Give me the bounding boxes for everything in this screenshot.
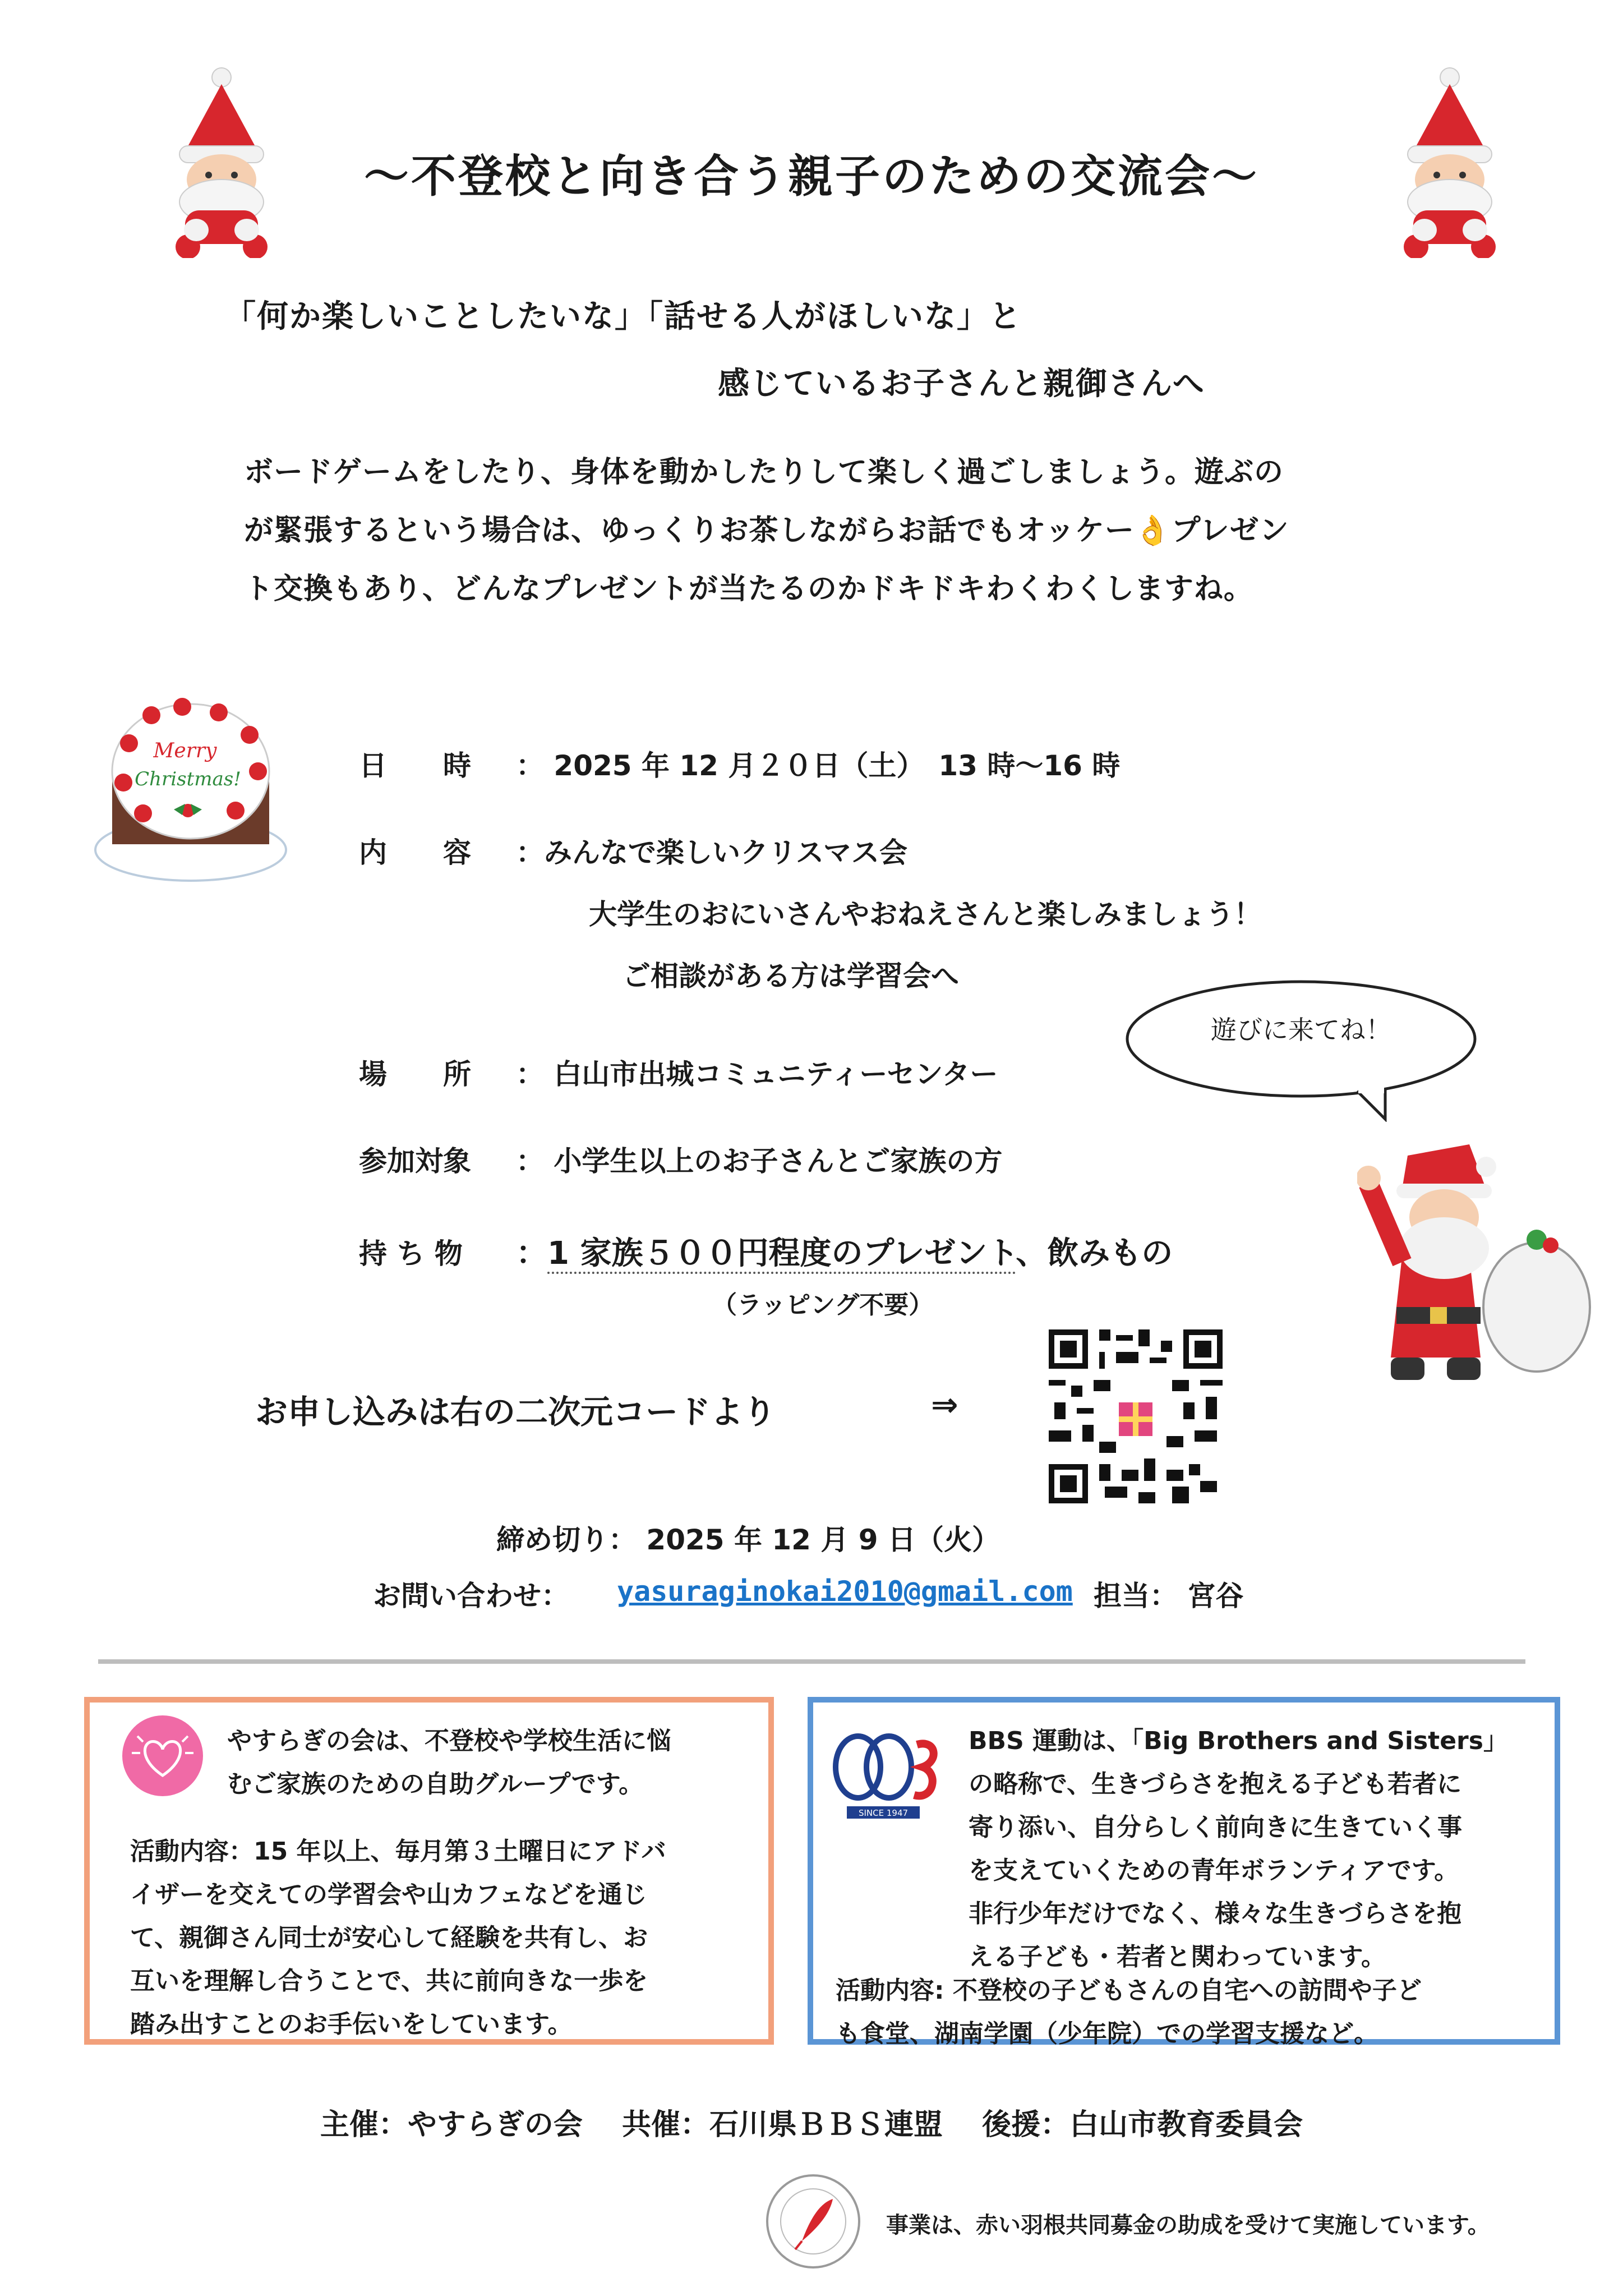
divider [98,1659,1525,1664]
bring-label: 持 ち 物 [359,1237,463,1270]
bring-prefix: ： [516,1235,547,1272]
content-value-3: ご相談がある方は学習会へ [623,960,959,992]
bring-main: 1 家族５００円程度のプレゼント [547,1235,1016,1274]
footer-note: 事業は、赤い羽根共同募金の助成を受けて実施しています。 [886,2212,1490,2238]
bbs-logo-icon [824,1722,953,1823]
deadline: 締め切り： 2025 年 12 月 9 日（火） [496,1524,1000,1556]
yasuragi-line-1: やすらぎの会は、不登校や学校生活に悩 [227,1727,671,1755]
yasuragi-activity-4: 互いを理解し合うことで、共に前向きな一歩を [130,1967,648,1995]
apply-text: お申し込みは右の二次元コードより [255,1393,776,1431]
bbs-activity-1: 活動内容: 不登校の子どもさんの自宅への訪問や子ど [836,1976,1422,2005]
content-value-1: ：みんなで楽しいクリスマス会 [516,836,907,869]
place-label: 場 所 [359,1058,471,1091]
cake-christmas-text: Christmas! [135,768,241,790]
yasuragi-line-2: むご家族のための自助グループです。 [227,1770,644,1798]
apply-arrow: ⇒ [931,1386,958,1424]
bbs-logo-since: SINCE 1947 [858,1808,909,1818]
qr-code[interactable] [1049,1329,1223,1503]
sponsors: 主催：やすらぎの会 共催：石川県ＢＢＳ連盟 後援：白山市教育委員会 [320,2108,1303,2142]
heart-logo-icon [121,1714,205,1798]
yasuragi-activity-5: 踏み出すことのお手伝いをしています。 [130,2010,573,2039]
christmas-cake-icon [90,682,292,884]
bring-value [516,1228,1173,1273]
speech-bubble-text: 遊びに来てね！ [1211,1015,1391,1045]
content-value-2: 大学生のおにいさんやおねえさんと楽しみましょう！ [589,898,1262,931]
bring-suffix: 、飲みもの [1016,1235,1173,1272]
bbs-activity-2: も食堂、湖南学園（少年院）での学習支援など。 [836,2019,1378,2048]
content-label: 内 容 [359,836,471,869]
red-feather-seal-icon [763,2171,864,2272]
speech-bubble-shape [1122,976,1486,1122]
date-value: ： 2025 年 12 月２０日（土） 13 時〜16 時 [516,749,1121,782]
bring-note: （ラッピング不要） [712,1291,934,1319]
page-title: 〜不登校と向き合う親子のための交流会〜 [364,150,1259,203]
contact-email-link[interactable]: yasuraginokai2010@gmail.com [617,1575,1073,1608]
bbs-line-2: の略称で、生きづらさを抱える子ども若者に [969,1770,1462,1798]
bbs-line-5: 非行少年だけでなく、様々な生きづらさを抱 [969,1899,1462,1928]
yasuragi-activity-3: て、親御さん同士が安心して経験を共有し、お [130,1924,648,1952]
target-label: 参加対象 [359,1145,471,1177]
place-value: ： 白山市出城コミュニティーセンター [516,1058,998,1091]
bbs-line-1: BBS 運動は、「Big Brothers and Sisters」 [969,1727,1508,1755]
bbs-line-4: を支えていくための青年ボランティアです。 [969,1856,1459,1885]
description-line-3: ト交換もあり、どんなプレゼントが当たるのかドキドキわくわくしますね。 [244,572,1253,606]
contact-person: 担当： 宮谷 [1094,1580,1244,1612]
cake-merry-text: Merry [153,739,217,762]
yasuragi-activity-2: イザーを交えての学習会や山カフェなどを通じ [130,1880,647,1909]
bbs-line-3: 寄り添い、自分らしく前向きに生きていく事 [969,1813,1462,1842]
description-line-2: が緊張するという場合は、ゆっくりお茶しながらお話でもオッケー👌プレゼン [244,514,1289,547]
intro-line-2: 感じているお子さんと親御さんへ [718,366,1205,402]
date-label: 日 時 [359,749,471,782]
contact-label: お問い合わせ： [373,1580,569,1612]
target-value: ： 小学生以上のお子さんとご家族の方 [516,1145,1003,1177]
intro-line-1: 「何か楽しいことしたいな」「話せる人がほしいな」と [224,298,1022,335]
description-line-1: ボードゲームをしたり、身体を動かしたりして楽しく過ごしましょう。遊ぶの [244,455,1284,489]
yasuragi-activity-1: 活動内容：15 年以上、毎月第３土曜日にアドバ [130,1837,666,1866]
bbs-line-6: える子ども・若者と関わっています。 [969,1943,1386,1971]
santa-with-sack-icon [1357,1122,1593,1391]
